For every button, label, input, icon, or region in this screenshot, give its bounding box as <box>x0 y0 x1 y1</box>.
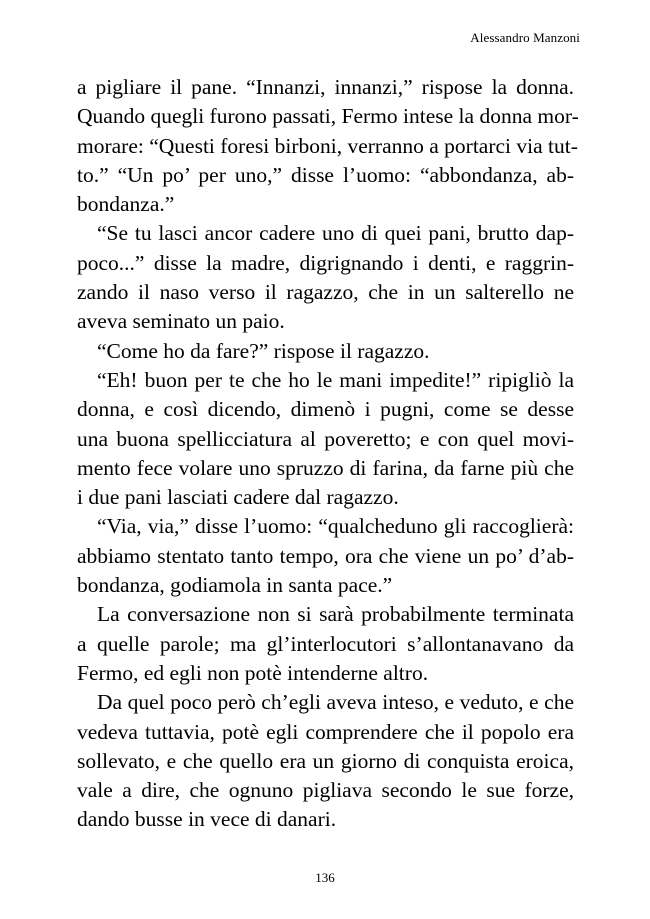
text-line: “Se tu lasci ancor cadere uno di quei pani, brutto dap- <box>97 221 574 246</box>
text-line: donna, e così dicendo, dimenò i pugni, come se desse <box>77 397 574 422</box>
text-line: bondanza.” <box>77 192 175 217</box>
text-line: “Eh! buon per te che ho le mani impedite!” ripigliò la <box>97 367 574 392</box>
text-line: i due pani lasciati cadere dal ragazzo. <box>77 485 399 510</box>
text-line: poco...” disse la madre, digrignando i denti, e raggrin- <box>77 250 574 275</box>
text-line: “Come ho da fare?” rispose il ragazzo. <box>97 338 430 363</box>
text-line: vale a dire, che ognuno pigliava secondo le sue forze, <box>77 778 574 803</box>
text-line: a pigliare il pane. “Innanzi, innanzi,” rispose la donna. <box>77 75 574 99</box>
text-line: vedeva tuttavia, potè egli comprendere che il popolo era <box>77 719 574 744</box>
page-number: 136 <box>315 870 335 885</box>
text-line: “Via, via,” disse l’uomo: “qualcheduno gli raccoglierà: <box>97 514 574 539</box>
text-line: una buona spellicciatura al poveretto; e con quel movi- <box>77 426 574 451</box>
text-line: mento fece volare uno spruzzo di farina, da farne più che <box>77 455 574 480</box>
running-head: Alessandro Manzoni <box>470 30 580 45</box>
text-line: Fermo, ed egli non potè intenderne altro. <box>77 660 429 685</box>
text-line: sollevato, e che quello era un giorno di conquista eroica, <box>77 748 574 773</box>
text-line: abbiamo stentato tanto tempo, ora che viene un po’ d’ab- <box>77 543 574 568</box>
body-text <box>77 73 579 835</box>
text-line: zando il naso verso il ragazzo, che in un salterello ne <box>77 280 574 305</box>
text-line: aveva seminato un paio. <box>77 309 285 334</box>
text-line: dando busse in vece di danari. <box>77 807 337 832</box>
text-line: Da quel poco però ch’egli aveva inteso, e veduto, e che <box>97 690 574 715</box>
text-line: to.” “Un po’ per uno,” disse l’uomo: “abbondanza, ab- <box>77 162 574 187</box>
text-line: La conversazione non si sarà probabilmente terminata <box>97 602 574 627</box>
text-line: Quando quegli furono passati, Fermo intese la donna mor- <box>77 104 579 129</box>
text-line: morare: “Questi foresi birboni, verranno a portarci via tut- <box>77 133 578 158</box>
text-line: a quelle parole; ma gl’interlocutori s’allontanavano da <box>77 631 574 656</box>
text-line: bondanza, godiamola in santa pace.” <box>77 573 393 598</box>
